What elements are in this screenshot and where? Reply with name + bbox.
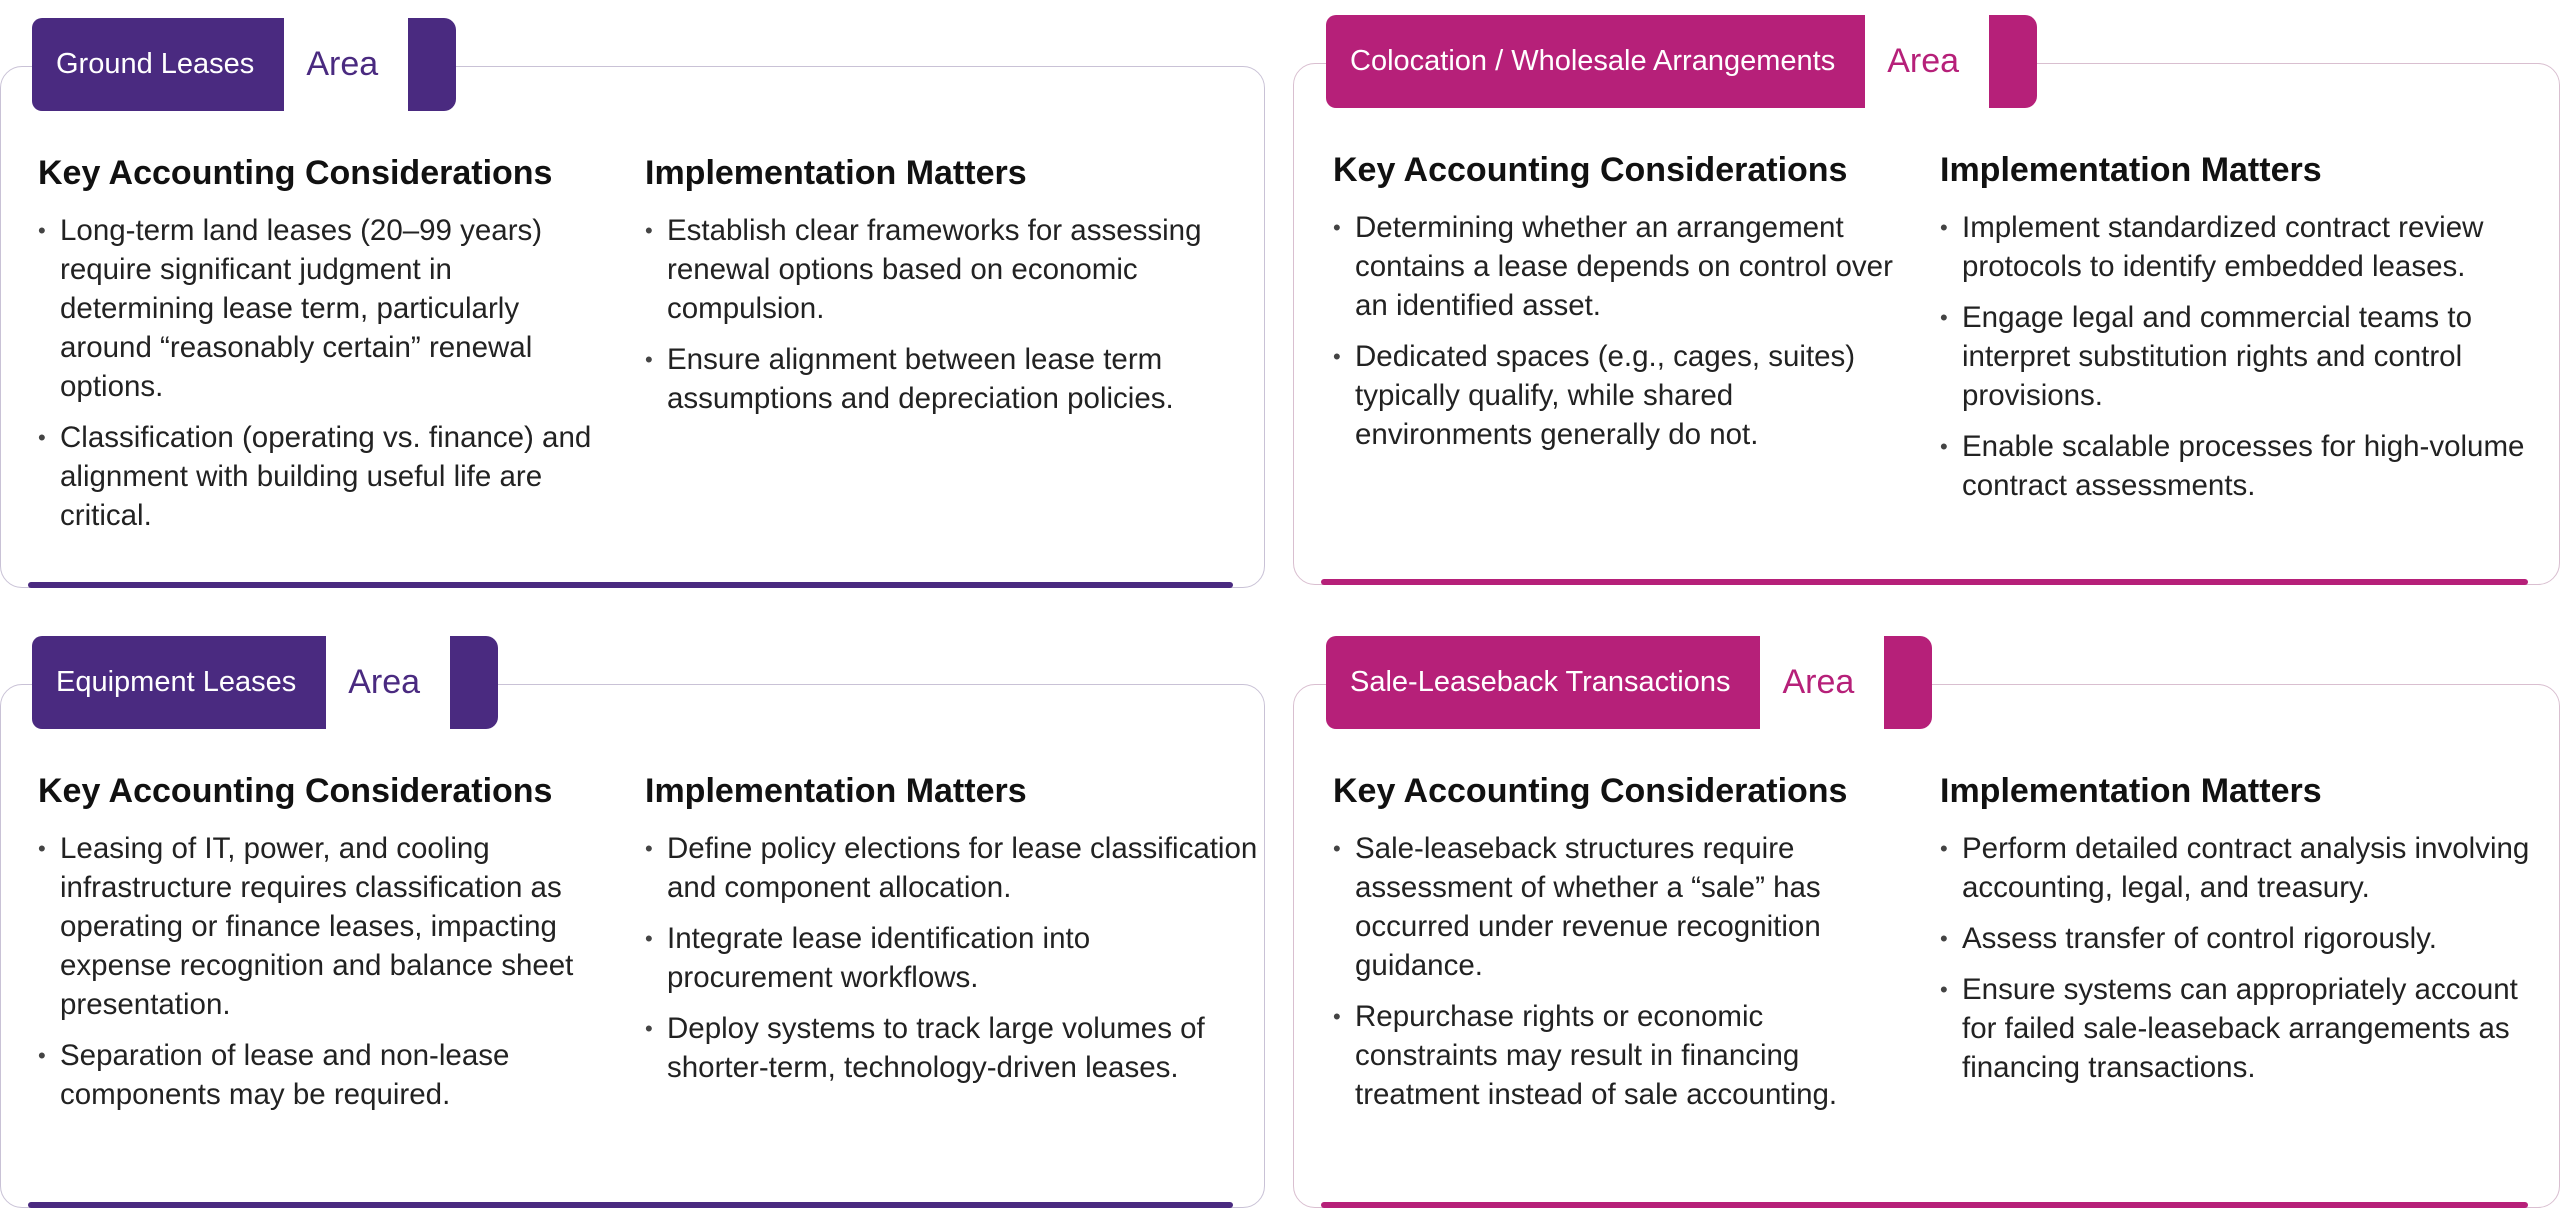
- card-header-tab: [1326, 636, 1932, 729]
- key-accounting-list: [1333, 208, 1903, 454]
- area-label: Area: [1865, 15, 1989, 108]
- list-item: • Implement standardized contract review protocols to identify embedded leases.: [1940, 208, 2555, 286]
- card-title: Sale-Leaseback Transactions: [1326, 636, 1760, 729]
- card-title: Colocation / Wholesale Arrangements: [1326, 15, 1865, 108]
- list-item: • Deploy systems to track large volumes of shorter-term, technology-driven leases.: [645, 1009, 1260, 1087]
- card-header-tab: [32, 636, 498, 729]
- area-label: Area: [1760, 636, 1884, 729]
- key-accounting-heading: Key Accounting Considerations: [1333, 772, 1848, 810]
- tab-cap: [408, 18, 456, 111]
- card-accent-bar: [1321, 579, 2528, 585]
- implementation-column: [645, 154, 1260, 430]
- list-item: • Ensure systems can appropriately account for failed sale-leaseback arrangements as financing transactions.: [1940, 970, 2555, 1087]
- key-accounting-list: [38, 829, 608, 1114]
- list-item: • Perform detailed contract analysis involving accounting, legal, and treasury.: [1940, 829, 2555, 907]
- list-item: • Engage legal and commercial teams to interpret substitution rights and control provisions.: [1940, 298, 2555, 415]
- list-item: • Establish clear frameworks for assessing renewal options based on economic compulsion.: [645, 211, 1260, 328]
- list-item: • Sale-leaseback structures require assessment of whether a “sale” has occurred under revenue recognition guidance.: [1333, 829, 1903, 985]
- card-ground-leases: [0, 18, 1265, 588]
- card-equipment-leases: [0, 636, 1265, 1208]
- list-item: • Classification (operating vs. finance) and alignment with building useful life are critical.: [38, 418, 608, 535]
- list-item: • Define policy elections for lease classification and component allocation.: [645, 829, 1260, 907]
- card-accent-bar: [28, 1202, 1233, 1208]
- card-accent-bar: [1321, 1202, 2528, 1208]
- card-title: Equipment Leases: [32, 636, 326, 729]
- key-accounting-list: [1333, 829, 1903, 1114]
- tab-cap: [450, 636, 498, 729]
- card-colocation-wholesale: [1293, 15, 2560, 585]
- card-header-tab: [32, 18, 456, 111]
- key-accounting-column: [1333, 151, 1903, 466]
- list-item: • Dedicated spaces (e.g., cages, suites) typically qualify, while shared environments generally do not.: [1333, 337, 1903, 454]
- area-label: Area: [284, 18, 408, 111]
- list-item: • Determining whether an arrangement contains a lease depends on control over an identified asset.: [1333, 208, 1903, 325]
- key-accounting-heading: Key Accounting Considerations: [38, 772, 553, 810]
- implementation-column: [1940, 772, 2555, 1099]
- key-accounting-heading: Key Accounting Considerations: [38, 154, 553, 192]
- implementation-heading: Implementation Matters: [645, 772, 1027, 810]
- tab-cap: [1989, 15, 2037, 108]
- implementation-column: [1940, 151, 2555, 517]
- implementation-list: [1940, 208, 2555, 505]
- card-accent-bar: [28, 582, 1233, 588]
- implementation-list: [1940, 829, 2555, 1087]
- list-item: • Leasing of IT, power, and cooling infrastructure requires classification as operating or finance leases, impacting expense recognition and balance sheet presentation.: [38, 829, 608, 1024]
- list-item: • Repurchase rights or economic constraints may result in financing treatment instead of sale accounting.: [1333, 997, 1903, 1114]
- list-item: • Ensure alignment between lease term assumptions and depreciation policies.: [645, 340, 1260, 418]
- card-sale-leaseback: [1293, 636, 2560, 1208]
- implementation-heading: Implementation Matters: [645, 154, 1027, 192]
- implementation-list: [645, 211, 1260, 418]
- implementation-heading: Implementation Matters: [1940, 151, 2322, 189]
- tab-cap: [1884, 636, 1932, 729]
- card-title: Ground Leases: [32, 18, 284, 111]
- key-accounting-list: [38, 211, 608, 535]
- list-item: • Long-term land leases (20–99 years) require significant judgment in determining lease term, particularly around “reasonably certain” renewal options.: [38, 211, 608, 406]
- implementation-list: [645, 829, 1260, 1087]
- key-accounting-column: [38, 772, 608, 1126]
- key-accounting-heading: Key Accounting Considerations: [1333, 151, 1848, 189]
- card-header-tab: [1326, 15, 2037, 108]
- list-item: • Enable scalable processes for high-volume contract assessments.: [1940, 427, 2555, 505]
- key-accounting-column: [38, 154, 608, 547]
- key-accounting-column: [1333, 772, 1903, 1126]
- list-item: • Integrate lease identification into procurement workflows.: [645, 919, 1260, 997]
- implementation-heading: Implementation Matters: [1940, 772, 2322, 810]
- area-label: Area: [326, 636, 450, 729]
- implementation-column: [645, 772, 1260, 1099]
- list-item: • Assess transfer of control rigorously.: [1940, 919, 2555, 958]
- list-item: • Separation of lease and non-lease components may be required.: [38, 1036, 608, 1114]
